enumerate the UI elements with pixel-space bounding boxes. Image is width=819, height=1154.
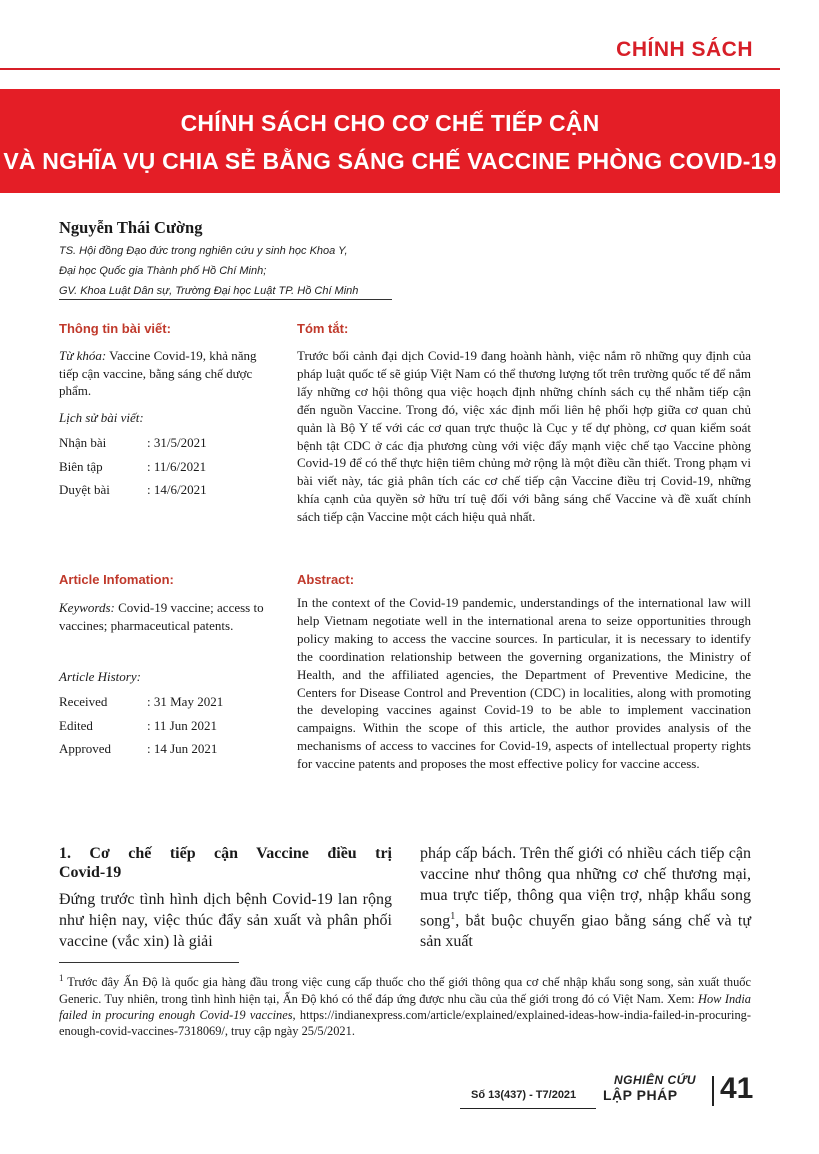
vi-history-value: : 11/6/2021 — [147, 459, 207, 474]
section-heading-cont: Covid-19 — [59, 864, 122, 881]
en-history-value: : 14 Jun 2021 — [147, 741, 218, 756]
footnote-ref: 1 — [450, 911, 456, 922]
article-title-line-1: CHÍNH SÁCH CHO CƠ CHẾ TIẾP CẬN — [180, 110, 600, 136]
footnote-text-a: Trước đây Ấn Độ là quốc gia hàng đầu trong việc cung cấp thuốc cho thế giới thông qua cơ chế nhập khẩu song song, sản xuất thuốc Generic. Tuy nhiên, trong tình hình hiện tại, Ấn Độ khó có thể đáp ứng được nhu cầu của thế giới trong đó có Việt Nam. Xem: — [59, 975, 751, 1006]
vi-history-key: Duyệt bài — [59, 482, 110, 497]
en-abstract-heading: Abstract: — [297, 572, 355, 587]
vi-info-heading: Thông tin bài viết: — [59, 321, 171, 336]
en-info-heading: Article Infomation: — [59, 572, 174, 587]
author-name: Nguyễn Thái Cường — [59, 218, 203, 237]
footnote-divider — [59, 962, 239, 963]
en-history-key: Edited — [59, 718, 93, 733]
vi-history-row — [59, 459, 206, 475]
en-history-row — [59, 718, 217, 734]
issue-info: Số 13(437) - T7/2021 — [471, 1089, 577, 1101]
title-banner — [0, 89, 780, 193]
page-number: 41 — [720, 1072, 754, 1105]
vi-history-row — [59, 482, 207, 498]
vi-history-value: : 31/5/2021 — [147, 435, 207, 450]
affiliation-underline — [59, 299, 392, 300]
en-history-label: Article History: — [59, 669, 141, 684]
en-abstract-text: In the context of the Covid-19 pandemic, understandings of the international law will help Vietnam negotiate well in the international arena to seize opportunities through policy making to access the vaccine sources. In particular, it is necessary to identify the coordination relationship between the governing organizations, the Ministry of Health, and the affiliated agencies, the Department of Preventive Medicine, the Centers for Disease Control and Prevention (CDC) in localities, along with promoting the developing vaccines against Covid-19 to be able to implement vaccination campaigns. Within the scope of this article, the author provides analysis of the mechanisms of access to vaccines for Covid-19, aspects of intellectual property rights for vaccine patents and proposes the most effective policy for vaccine access. — [297, 595, 751, 772]
footnote-marker: 1 — [59, 973, 64, 983]
author-affiliation-3: GV. Khoa Luật Dân sự, Trường Đại học Luật TP. Hồ Chí Minh — [59, 285, 359, 297]
en-keywords — [59, 599, 266, 634]
en-keywords-label: Keywords: — [59, 600, 115, 615]
vi-history-key: Nhận bài — [59, 435, 107, 450]
author-affiliation-1: TS. Hội đồng Đạo đức trong nghiên cứu y sinh học Khoa Y, — [59, 245, 348, 257]
vi-keywords — [59, 347, 266, 400]
journal-logo-line-1: NGHIÊN CỨU — [614, 1073, 697, 1087]
journal-logo-line-2: LẬP PHÁP — [603, 1087, 678, 1103]
vi-history-row — [59, 435, 207, 451]
body-text-left: Đứng trước tình hình dịch bệnh Covid-19 lan rộng như hiện nay, việc thúc đẩy sản xuất và phân phối vaccine (vắc xin) là giải — [59, 891, 392, 950]
author-affiliation-2: Đại học Quốc gia Thành phố Hồ Chí Minh; — [59, 265, 267, 277]
en-history-value: : 11 Jun 2021 — [147, 718, 217, 733]
en-history-key: Received — [59, 694, 108, 709]
en-history-value: : 31 May 2021 — [147, 694, 224, 709]
vi-history-label: Lịch sử bài viết: — [59, 410, 144, 425]
footnote-text-b: https://indianexpress.com/article/explained/explained-ideas-how-india-failed-in-procuring-enough-covid-vaccines-7318069/, truy cập ngày 25/5/2021. — [59, 1007, 751, 1039]
en-history-key: Approved — [59, 741, 111, 756]
vi-history-value: : 14/6/2021 — [147, 482, 207, 497]
en-keywords-text: Covid-19 vaccine; access to vaccines; pharmaceutical patents. — [59, 600, 264, 633]
vi-history-key: Biên tập — [59, 459, 103, 474]
vi-keywords-text: Vaccine Covid-19, khả năng tiếp cận vaccine, bằng sáng chế dược phẩm. — [59, 348, 257, 398]
vi-keywords-label: Từ khóa: — [59, 348, 107, 363]
footer-rule — [460, 1108, 596, 1109]
article-title-line-2: VÀ NGHĨA VỤ CHIA SẺ BẰNG SÁNG CHẾ VACCINE PHÒNG COVID-19 — [3, 148, 777, 174]
footnote — [59, 970, 751, 1040]
header-rule — [0, 68, 780, 70]
body-text-right — [420, 843, 751, 952]
section-heading: 1. Cơ chế tiếp cận Vaccine điều trị — [59, 845, 392, 862]
section-label: CHÍNH SÁCH — [616, 38, 753, 61]
en-history-row — [59, 694, 223, 710]
body-text-right-b: , bắt buộc chuyển giao bằng sáng chế và tự sản xuất — [420, 912, 751, 951]
body-text-right-a: pháp cấp bách. Trên thế giới có nhiều cách tiếp cận vaccine như thông qua những cơ chế thương mại, mua trực tiếp, thông qua viện trợ, nhập khẩu song song — [420, 845, 751, 930]
vi-abstract-text: Trước bối cảnh đại dịch Covid-19 đang hoành hành, việc nắm rõ những quy định của pháp luật quốc tế sẽ giúp Việt Nam có thể thương lượng tốt trên trường quốc tế để nắm lấy những cơ hội thông qua việc hoạch định những chính sách cụ thể nhằm tiếp cận đến nguồn Vaccine. Trong đó, việc xác định mối liên hệ phối hợp giữa cơ quan chủ quản là Bộ Y tế với các cơ quan trực thuộc là Cục y tế dự phòng, cơ quan kiểm soát bệnh tật CDC ở các địa phương cùng với việc đẩy mạnh việc chế tạo Vaccine phòng Covid-19 để có thể thực hiện tiêm chủng mở rộng là một điều cần thiết. Trong phạm vi bài viết này, tác giả phân tích các cơ chế tiếp cận Vaccine điều trị Covid-19, những khía cạnh của quyền sở hữu trí tuệ đối với bằng sáng chế Vaccine và đề xuất chính sách tiếp cận Vaccine một cách hiệu quả nhất. — [297, 348, 751, 525]
vi-abstract-heading: Tóm tắt: — [297, 321, 349, 336]
footer-divider — [712, 1076, 714, 1106]
footnote-cited-title: How India failed in procuring enough Covid-19 vaccines, — [59, 991, 751, 1022]
en-history-row — [59, 741, 217, 757]
